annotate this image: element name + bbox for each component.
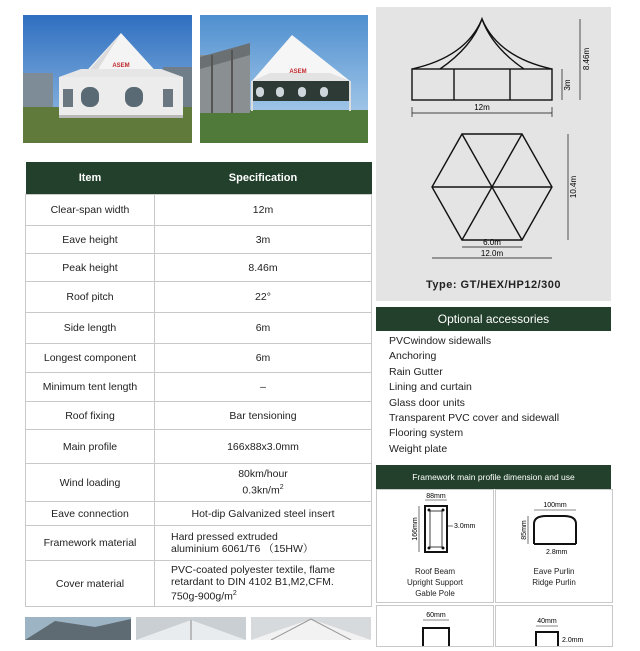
- purlin-profile-drawing: [496, 490, 612, 562]
- row-item: Eave connection: [26, 502, 155, 526]
- row-item: Main profile: [26, 430, 155, 464]
- purlin-width: 100mm: [543, 502, 567, 509]
- framework-material-line2: aluminium 6061/T6 （15HW）: [171, 543, 314, 555]
- wind-pressure-value: 0.3kn/m: [242, 484, 280, 497]
- table-header-row: [26, 162, 372, 195]
- main-profile-width: 88mm: [426, 493, 446, 500]
- table-row: [26, 344, 372, 373]
- framework-material-line1: Hard pressed extruded: [171, 531, 278, 543]
- tent-drawing: [376, 7, 611, 277]
- list-item: Rain Gutter: [389, 365, 443, 378]
- row-item: Clear-span width: [26, 195, 155, 226]
- list-item: Anchoring: [389, 350, 437, 363]
- table-row: [26, 464, 372, 502]
- profile-box-4: [495, 605, 613, 647]
- cover-weight: 750g-900g/m: [171, 590, 233, 603]
- bottom-photo-1: [25, 617, 131, 640]
- main-profile-caption: [377, 566, 493, 599]
- photo1-sign: ASEM: [112, 63, 130, 69]
- list-item: PVCwindow sidewalls: [389, 335, 492, 347]
- cover-material-line2: retardant to DIN 4102 B1,M2,CFM.: [171, 576, 334, 589]
- main-profile-height: 166mm: [412, 517, 419, 541]
- tent-photo-1: [23, 15, 192, 143]
- purlin-caption: [496, 566, 612, 588]
- eave-height-label: 3m: [563, 79, 572, 91]
- row-item: Longest component: [26, 344, 155, 373]
- wind-speed: 80km/hour: [238, 467, 288, 480]
- header-item: Item: [26, 162, 155, 195]
- table-row: [26, 282, 372, 313]
- cover-material-line1: PVC-coated polyester textile, flame: [171, 564, 335, 577]
- framework-header: Framework main profile dimension and use: [376, 465, 611, 489]
- main-profile-drawing: [377, 490, 493, 568]
- table-row: [26, 526, 372, 561]
- caption-ridge-purlin: Ridge Purlin: [532, 578, 576, 587]
- purlin-thickness: 2.8mm: [546, 549, 568, 556]
- profile-box-3: [376, 605, 494, 647]
- row-spec: 6m: [155, 344, 372, 373]
- row-item: Roof pitch: [26, 282, 155, 313]
- photo2-sign: ASEM: [289, 69, 307, 75]
- caption-roof-beam: Roof Beam: [414, 567, 456, 576]
- table-row: [26, 254, 372, 282]
- table-row: [26, 561, 372, 607]
- main-profile-thickness: 3.0mm: [454, 523, 476, 530]
- caption-gable-pole: Gable Pole: [415, 589, 455, 598]
- caption-eave-purlin: Eave Purlin: [533, 567, 575, 576]
- row-spec: 166x88x3.0mm: [155, 430, 372, 464]
- accessories-header: Optional accessories: [376, 307, 611, 331]
- profile-box-purlin: [495, 489, 613, 603]
- profile3-width: 60mm: [426, 612, 446, 619]
- table-row: [26, 195, 372, 226]
- cover-material-line3: [171, 588, 367, 603]
- table-row: [26, 402, 372, 430]
- hex-height-label: 10.4m: [569, 175, 578, 199]
- wind-pressure-exponent: 2: [279, 483, 284, 491]
- row-spec: [155, 464, 372, 502]
- wind-pressure: [159, 481, 367, 498]
- row-spec: 12m: [155, 195, 372, 226]
- side-width-label: 12m: [474, 103, 490, 112]
- row-item: Wind loading: [26, 464, 155, 502]
- table-row: [26, 373, 372, 402]
- row-spec: [155, 561, 372, 607]
- tent-type-label: Type: GT/HEX/HP12/300: [425, 279, 561, 291]
- bottom-photo-2: [136, 617, 246, 640]
- row-spec: 8.46m: [155, 254, 372, 282]
- row-spec: [155, 526, 372, 561]
- hex-width-label: 12.0m: [480, 249, 504, 258]
- list-item: Transparent PVC cover and sidewall: [389, 412, 560, 425]
- technical-drawing-panel: [376, 7, 611, 301]
- bottom-photo-3: [251, 617, 371, 640]
- list-item: Glass door units: [389, 396, 465, 409]
- caption-upright-support: Upright Support: [406, 578, 464, 587]
- table-row: [26, 226, 372, 254]
- profile4-width: 40mm: [537, 618, 557, 625]
- specification-table: [25, 162, 372, 607]
- row-item: Peak height: [26, 254, 155, 282]
- profile3-drawing: [377, 606, 493, 646]
- total-height-label: 8.46m: [582, 47, 591, 71]
- row-spec: 22°: [155, 282, 372, 313]
- profile-box-main: [376, 489, 494, 603]
- row-spec: Hot-dip Galvanized steel insert: [155, 502, 372, 526]
- table-row: [26, 502, 372, 526]
- row-item: Minimum tent length: [26, 373, 155, 402]
- accessories-list: [389, 334, 559, 457]
- row-item: Cover material: [26, 561, 155, 607]
- row-spec: Bar tensioning: [155, 402, 372, 430]
- tent-photo-2: [200, 15, 368, 143]
- list-item: Flooring system: [389, 427, 464, 440]
- list-item: Lining and curtain: [389, 381, 472, 394]
- row-item: Roof fixing: [26, 402, 155, 430]
- table-row: [26, 313, 372, 344]
- list-item: Weight plate: [389, 442, 448, 455]
- table-row: [26, 430, 372, 464]
- row-item: Eave height: [26, 226, 155, 254]
- hex-side-label: 6.0m: [483, 238, 501, 247]
- row-item: Side length: [26, 313, 155, 344]
- row-item: Framework material: [26, 526, 155, 561]
- profile4-thickness: 2.0mm: [562, 637, 584, 644]
- row-spec: –: [155, 373, 372, 402]
- profile4-drawing: [496, 606, 612, 646]
- purlin-height: 85mm: [521, 520, 528, 540]
- row-spec: 3m: [155, 226, 372, 254]
- cover-weight-exponent: 2: [232, 590, 237, 598]
- header-specification: Specification: [155, 162, 372, 195]
- row-spec: 6m: [155, 313, 372, 344]
